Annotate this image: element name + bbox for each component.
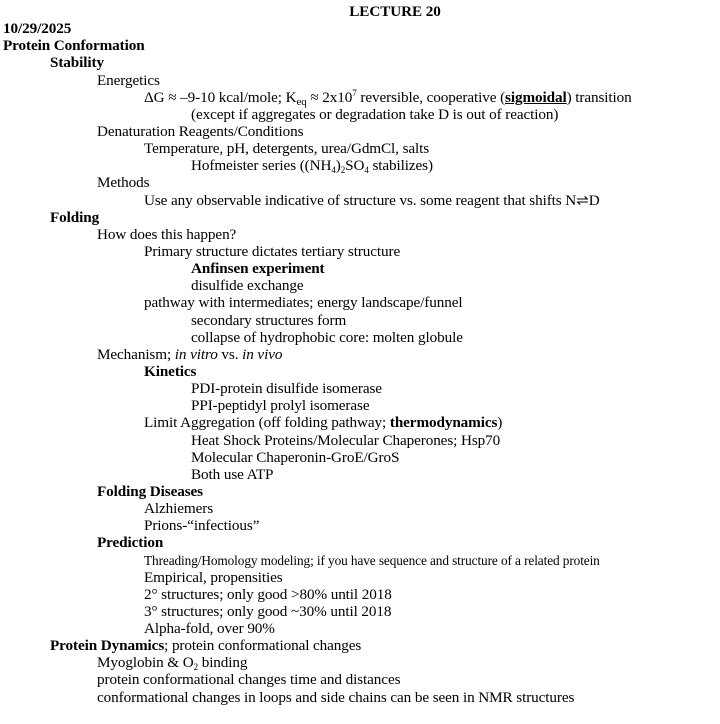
outline-item xyxy=(0,500,720,517)
text-segment: Molecular Chaperonin-GroE/GroS xyxy=(191,448,400,466)
outline-heading xyxy=(0,534,720,551)
outline-heading xyxy=(0,20,720,37)
text-segment: disulfide exchange xyxy=(191,277,304,295)
text-segment: Methods xyxy=(97,174,150,192)
text-segment: conformational changes in loops and side chains can be seen in NMR structures xyxy=(97,688,575,706)
text-segment: 7 xyxy=(352,87,357,98)
outline-heading xyxy=(0,363,720,380)
outline-item xyxy=(0,106,720,123)
text-segment: Folding Diseases xyxy=(97,482,203,500)
text-segment: 3° structures; only good ~30% until 2018 xyxy=(144,602,392,620)
outline-item xyxy=(0,466,720,483)
outline-item xyxy=(0,380,720,397)
outline-item xyxy=(0,569,720,586)
text-segment: in vivo xyxy=(242,345,283,363)
outline-item xyxy=(0,192,720,209)
text-segment: (except if aggregates or degradation take D is out of reaction) xyxy=(191,105,559,123)
outline-item xyxy=(0,312,720,329)
text-segment: Anfinsen experiment xyxy=(191,260,325,278)
text-segment: Alpha-fold, over 90% xyxy=(144,620,275,638)
text-segment: Hofmeister series ((NH xyxy=(191,157,332,175)
text-segment: Denaturation Reagents/Conditions xyxy=(97,122,304,140)
text-segment: Temperature, pH, detergents, urea/GdmCl, salts xyxy=(144,140,430,158)
text-segment: 4 xyxy=(364,165,369,176)
text-segment: Folding xyxy=(50,208,100,226)
text-segment: 2 xyxy=(193,662,198,673)
text-segment: ) xyxy=(497,414,503,432)
text-segment: secondary structures form xyxy=(191,311,347,329)
text-segment: Limit Aggregation (off folding pathway; xyxy=(144,414,390,432)
text-segment: Use any observable indicative of structure vs. some reagent that shifts N⇌D xyxy=(144,191,600,209)
outline-heading xyxy=(0,260,720,277)
outline-item xyxy=(0,277,720,294)
text-segment: Prions-“infectious” xyxy=(144,517,260,535)
outline-item xyxy=(0,517,720,534)
outline-item xyxy=(0,586,720,603)
text-segment: ; protein conformational changes xyxy=(164,637,362,655)
text-segment: Both use ATP xyxy=(191,465,274,483)
outline-heading xyxy=(0,54,720,71)
text-segment: ≈ 2x10 xyxy=(306,88,353,106)
text-segment: stabilizes) xyxy=(368,157,433,175)
text-segment: Energetics xyxy=(97,71,160,89)
outline-item xyxy=(0,654,720,671)
text-segment: How does this happen? xyxy=(97,225,237,243)
lecture-notes-document xyxy=(0,3,720,706)
outline-item xyxy=(0,174,720,191)
text-segment: ) xyxy=(335,157,341,175)
text-segment: eq xyxy=(296,95,307,108)
outline-item xyxy=(0,671,720,688)
outline-item xyxy=(0,552,720,569)
outline-item xyxy=(0,157,720,174)
outline-item xyxy=(0,620,720,637)
text-segment: Empirical, propensities xyxy=(144,568,283,586)
outline-item xyxy=(0,397,720,414)
text-segment: Stability xyxy=(50,54,104,72)
text-segment: in vitro xyxy=(174,345,218,363)
text-segment: 10/29/2025 xyxy=(3,20,72,38)
text-segment: collapse of hydrophobic core: molten globule xyxy=(191,328,463,346)
text-segment: Threading/Homology modeling; if you have sequence and structure of a related protein xyxy=(144,552,600,568)
outline-item xyxy=(0,140,720,157)
outline-item xyxy=(0,72,720,89)
text-segment: reversible, cooperative ( xyxy=(356,88,506,106)
text-segment: thermodynamics xyxy=(389,414,498,432)
text-segment: PPI-peptidyl prolyl isomerase xyxy=(191,397,370,415)
outline-item xyxy=(0,226,720,243)
text-segment: Kinetics xyxy=(144,362,197,380)
text-segment: vs. xyxy=(217,345,243,363)
lecture-title: LECTURE 20 xyxy=(349,3,441,20)
text-segment: Protein Conformation xyxy=(3,37,145,55)
outline-item xyxy=(0,243,720,260)
text-segment: Protein Dynamics xyxy=(50,637,165,655)
outline-item xyxy=(0,603,720,620)
text-segment: PDI-protein disulfide isomerase xyxy=(191,380,382,398)
outline-item xyxy=(0,637,720,654)
outline-item xyxy=(0,123,720,140)
outline-heading xyxy=(0,37,720,54)
text-segment: binding xyxy=(198,654,248,672)
text-segment: pathway with intermediates; energy landscape/funnel xyxy=(144,294,463,312)
text-segment: sigmoidal xyxy=(505,88,567,106)
text-segment: Alzhiemers xyxy=(144,500,214,518)
text-segment: Prediction xyxy=(97,534,164,552)
outline-item xyxy=(0,414,720,431)
outline-item xyxy=(0,294,720,311)
outline-item xyxy=(0,432,720,449)
outline-item xyxy=(0,346,720,363)
text-segment: protein conformational changes time and distances xyxy=(97,671,401,689)
text-segment: 2 xyxy=(340,165,346,176)
text-segment: ΔG ≈ –9-10 kcal/mole; K xyxy=(144,88,297,106)
outline-item xyxy=(0,689,720,706)
text-segment: Myoglobin & O xyxy=(97,654,194,672)
outline-heading xyxy=(0,483,720,500)
text-segment: Primary structure dictates tertiary structure xyxy=(144,242,401,260)
outline-item xyxy=(0,449,720,466)
text-segment: 4 xyxy=(331,165,336,176)
outline-item xyxy=(0,89,720,106)
text-segment: SO xyxy=(345,157,365,175)
outline-heading xyxy=(0,209,720,226)
outline-item xyxy=(0,329,720,346)
text-segment: Mechanism; xyxy=(97,345,175,363)
text-segment: Heat Shock Proteins/Molecular Chaperones; Hsp70 xyxy=(191,431,501,449)
text-segment: ) transition xyxy=(566,88,632,106)
text-segment: 2° structures; only good >80% until 2018 xyxy=(144,585,392,603)
